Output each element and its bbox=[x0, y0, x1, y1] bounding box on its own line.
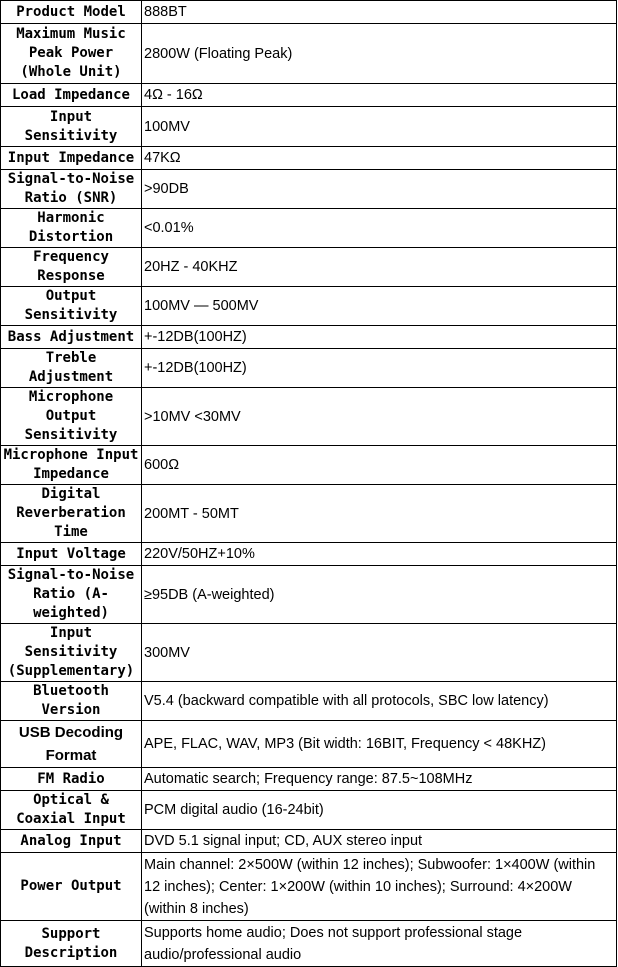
table-row bbox=[1, 107, 617, 147]
table-row bbox=[1, 682, 617, 721]
table-row bbox=[1, 248, 617, 287]
spec-label-input-sensitivity: Input Sensitivity bbox=[1, 107, 142, 147]
spec-label-snr-a-weighted: Signal-to-Noise Ratio (A-weighted) bbox=[1, 566, 142, 624]
table-row bbox=[1, 24, 617, 84]
spec-label-usb-decoding-format: USB Decoding Format bbox=[1, 721, 142, 768]
spec-value-max-peak-power: 2800W (Floating Peak) bbox=[142, 24, 617, 84]
spec-label-mic-output-sensitivity: Microphone Output Sensitivity bbox=[1, 388, 142, 446]
table-row bbox=[1, 485, 617, 543]
spec-label-input-sensitivity-supplementary: Input Sensitivity (Supplementary) bbox=[1, 624, 142, 682]
spec-value-snr-a-weighted: ≥95DB (A-weighted) bbox=[142, 566, 617, 624]
table-row bbox=[1, 921, 617, 967]
spec-value-load-impedance: 4Ω - 16Ω bbox=[142, 84, 617, 107]
spec-label-bass-adjustment: Bass Adjustment bbox=[1, 326, 142, 349]
spec-label-power-output: Power Output bbox=[1, 853, 142, 921]
table-row bbox=[1, 543, 617, 566]
spec-value-reverb-time: 200MT - 50MT bbox=[142, 485, 617, 543]
table-row bbox=[1, 388, 617, 446]
table-row bbox=[1, 147, 617, 170]
spec-label-support-description: Support Description bbox=[1, 921, 142, 967]
spec-value-bass-adjustment: +-12DB(100HZ) bbox=[142, 326, 617, 349]
spec-label-output-sensitivity: Output Sensitivity bbox=[1, 287, 142, 326]
spec-value-usb-decoding-format: APE, FLAC, WAV, MP3 (Bit width: 16BIT, Frequency < 48KHZ) bbox=[142, 721, 617, 768]
spec-label-harmonic-distortion: Harmonic Distortion bbox=[1, 209, 142, 248]
spec-label-bluetooth-version: Bluetooth Version bbox=[1, 682, 142, 721]
spec-value-mic-input-impedance: 600Ω bbox=[142, 446, 617, 485]
spec-label-optical-coaxial-input: Optical & Coaxial Input bbox=[1, 791, 142, 830]
table-row bbox=[1, 566, 617, 624]
spec-label-product-model: Product Model bbox=[1, 1, 142, 24]
spec-label-fm-radio: FM Radio bbox=[1, 768, 142, 791]
table-row bbox=[1, 624, 617, 682]
spec-value-power-output: Main channel: 2×500W (within 12 inches); Subwoofer: 1×400W (within 12 inches); Center: 1×200W (within 10 inches); Surround: 4×200W (within 8 inches) bbox=[142, 853, 617, 921]
table-row bbox=[1, 853, 617, 921]
spec-value-input-sensitivity: 100MV bbox=[142, 107, 617, 147]
spec-value-mic-output-sensitivity: >10MV <30MV bbox=[142, 388, 617, 446]
table-row bbox=[1, 326, 617, 349]
spec-value-support-description: Supports home audio; Does not support professional stage audio/professional audio bbox=[142, 921, 617, 967]
spec-label-max-peak-power: Maximum Music Peak Power (Whole Unit) bbox=[1, 24, 142, 84]
spec-value-treble-adjustment: +-12DB(100HZ) bbox=[142, 349, 617, 388]
spec-value-input-voltage: 220V/50HZ+10% bbox=[142, 543, 617, 566]
spec-value-input-sensitivity-supplementary: 300MV bbox=[142, 624, 617, 682]
spec-label-mic-input-impedance: Microphone Input Impedance bbox=[1, 446, 142, 485]
spec-label-reverb-time: Digital Reverberation Time bbox=[1, 485, 142, 543]
table-row bbox=[1, 768, 617, 791]
spec-label-load-impedance: Load Impedance bbox=[1, 84, 142, 107]
spec-value-frequency-response: 20HZ - 40KHZ bbox=[142, 248, 617, 287]
spec-label-snr: Signal-to-Noise Ratio (SNR) bbox=[1, 170, 142, 209]
table-row bbox=[1, 791, 617, 830]
spec-value-optical-coaxial-input: PCM digital audio (16-24bit) bbox=[142, 791, 617, 830]
spec-label-treble-adjustment: Treble Adjustment bbox=[1, 349, 142, 388]
spec-value-product-model: 888BT bbox=[142, 1, 617, 24]
table-row bbox=[1, 287, 617, 326]
table-row bbox=[1, 209, 617, 248]
spec-value-input-impedance: 47KΩ bbox=[142, 147, 617, 170]
table-row bbox=[1, 721, 617, 768]
spec-label-input-voltage: Input Voltage bbox=[1, 543, 142, 566]
spec-value-output-sensitivity: 100MV — 500MV bbox=[142, 287, 617, 326]
spec-value-analog-input: DVD 5.1 signal input; CD, AUX stereo input bbox=[142, 830, 617, 853]
spec-value-snr: >90DB bbox=[142, 170, 617, 209]
spec-value-bluetooth-version: V5.4 (backward compatible with all protocols, SBC low latency) bbox=[142, 682, 617, 721]
spec-label-input-impedance: Input Impedance bbox=[1, 147, 142, 170]
spec-label-frequency-response: Frequency Response bbox=[1, 248, 142, 287]
table-row bbox=[1, 446, 617, 485]
spec-value-fm-radio: Automatic search; Frequency range: 87.5~108MHz bbox=[142, 768, 617, 791]
table-row bbox=[1, 1, 617, 24]
table-row bbox=[1, 84, 617, 107]
spec-label-analog-input: Analog Input bbox=[1, 830, 142, 853]
table-row bbox=[1, 830, 617, 853]
spec-value-harmonic-distortion: <0.01% bbox=[142, 209, 617, 248]
table-row bbox=[1, 170, 617, 209]
table-row bbox=[1, 349, 617, 388]
